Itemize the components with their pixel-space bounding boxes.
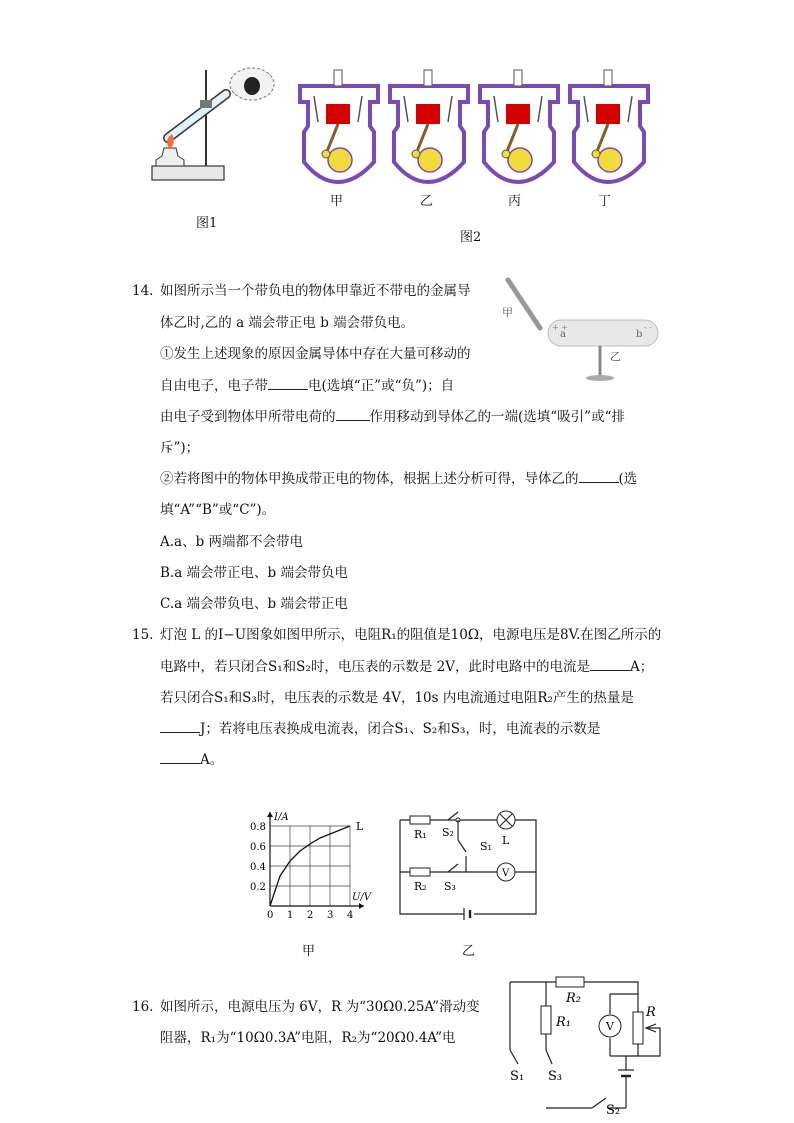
label-s2: S₂ xyxy=(606,1103,621,1118)
x-axis-label: U/V xyxy=(352,892,372,903)
q16-number: 16. xyxy=(132,999,154,1015)
y-tick-label: 0.2 xyxy=(250,882,266,893)
q14-fig-label-jia: 甲 xyxy=(502,306,513,319)
engine-label-ding: 丁 xyxy=(598,194,612,209)
q15-circuit-caption: 乙 xyxy=(462,944,476,959)
q15-line-2-b: A； xyxy=(629,659,654,675)
q15-line-2-a: 电路中，若只闭合S₁和S₂时，电压表的示数是 2V，此时电路中的电流是 xyxy=(160,659,590,675)
q15-blank-2[interactable] xyxy=(160,719,200,733)
label-v: V xyxy=(606,1020,614,1033)
q15-line-2 xyxy=(160,657,653,677)
q15-number: 15. xyxy=(132,627,154,643)
q15-line-4-b: J；若将电压表换成电流表，闭合S₁、S₂和S₃，时，电流表的示数是 xyxy=(200,721,601,737)
q14-number: 14. xyxy=(132,283,154,299)
q14-option-b: B.a 端会带正电、b 端会带负电 xyxy=(160,565,348,581)
q14-line-7-a: ②若将图中的物体甲换成带正电的物体，根据上述分析可得，导体乙的 xyxy=(160,471,579,487)
q14-line-2: 体乙时,乙的 a 端会带正电 b 端会带负电。 xyxy=(160,315,415,331)
q14-option-c: C.a 端会带负电、b 端会带正电 xyxy=(160,596,348,612)
label-v: V xyxy=(502,868,510,879)
engine-stroke-1 xyxy=(300,70,378,182)
x-tick-label: 3 xyxy=(327,910,334,921)
q14-line-5 xyxy=(160,407,625,427)
x-tick-label: 2 xyxy=(307,910,314,921)
q15-circuit xyxy=(392,810,544,922)
y-tick-label: 0.8 xyxy=(250,822,266,833)
q14-blank-2[interactable] xyxy=(336,407,370,421)
q14-blank-3[interactable] xyxy=(579,469,619,483)
q14-blank-1[interactable] xyxy=(268,376,308,390)
q14-line-8: 填“A”“B”或“C”)。 xyxy=(160,502,276,518)
q14-line-7-b: (选 xyxy=(618,471,638,487)
q14-fig-minus-marks: - - xyxy=(644,323,652,332)
label-r2: R₂ xyxy=(566,991,581,1006)
q14-line-5-a: 由电子受到物体甲所带电荷的 xyxy=(160,409,336,425)
label-r1: R₁ xyxy=(556,1015,571,1030)
engine-label-yi: 乙 xyxy=(420,194,434,209)
switch-s3[interactable] xyxy=(448,864,458,872)
figure-1-caption: 图1 xyxy=(196,216,218,231)
switch-s3[interactable] xyxy=(546,1050,552,1064)
q16-circuit xyxy=(500,972,670,1120)
q14-fig-label-b: b xyxy=(636,329,643,340)
q15-line-3: 若只闭合S₁和S₃时，电压表的示数是 4V，10s 内电流通过电阻R₂产生的热量是 xyxy=(160,690,634,706)
q14-fig-label-a: a xyxy=(560,329,566,340)
q16-line-2: 阻器，R₁为“10Ω0.3A”电阻，R₂为“20Ω0.4A”电 xyxy=(160,1030,456,1046)
resistor-r1 xyxy=(410,816,430,824)
chart-tick-labels xyxy=(250,812,373,921)
switch-s2[interactable] xyxy=(592,1098,606,1108)
x-tick-label: 4 xyxy=(347,910,354,921)
q16-line-1: 如图所示，电源电压为 6V，R 为“30Ω0.25A”滑动变 xyxy=(160,999,480,1015)
switch-s1[interactable] xyxy=(458,840,466,852)
q14-option-a: A.a、b 两端都不会带电 xyxy=(160,534,304,550)
label-r2: R₂ xyxy=(414,880,427,893)
y-axis-arrow xyxy=(267,812,273,817)
label-s3: S₃ xyxy=(548,1069,563,1084)
engine-label-bing: 丙 xyxy=(508,194,522,209)
switch-s1[interactable] xyxy=(510,1050,518,1064)
resistor-r1 xyxy=(541,1006,551,1034)
q15-line-4 xyxy=(160,719,600,739)
q14-line-6: 斥”)； xyxy=(160,440,200,456)
q14-line-4 xyxy=(160,376,454,396)
q15-line-5 xyxy=(160,750,223,770)
q15-graph-caption: 甲 xyxy=(302,944,316,959)
engine-diagrams xyxy=(296,66,656,190)
q14-line-4-a: 自由电子，电子带 xyxy=(160,378,268,394)
q15-line-5-b: A。 xyxy=(200,752,224,768)
q14-line-4-b: 电(选填“正”或“负”)；自 xyxy=(308,378,455,394)
figure-2-engine-strokes xyxy=(296,66,656,209)
x-tick-label: 1 xyxy=(287,910,294,921)
chart-grid xyxy=(270,826,350,906)
figure-2-caption: 图2 xyxy=(460,230,482,245)
y-tick-label: 0.6 xyxy=(250,842,266,853)
q14-line-3: ①发生上述现象的原因金属导体中存在大量可移动的 xyxy=(160,346,471,362)
x-axis-arrow xyxy=(359,903,364,909)
q15-blank-3[interactable] xyxy=(160,750,200,764)
q15-line-1: 灯泡 L 的I−U图象如图甲所示，电阻R₁的阻值是10Ω，电源电压是8V.在图乙所示的 xyxy=(160,627,662,643)
resistor-r2 xyxy=(410,868,430,876)
y-axis-label: I/A xyxy=(274,812,289,823)
q14-fig-label-yi: 乙 xyxy=(610,350,621,363)
label-s1: S₁ xyxy=(510,1069,525,1084)
q14-fig-plus-marks: + + xyxy=(552,323,568,332)
label-s2: S₂ xyxy=(442,826,454,839)
q14-line-7 xyxy=(160,469,637,489)
label-r1: R₁ xyxy=(414,828,427,841)
q14-line-5-b: 作用移动到导体乙的一端(选填“吸引”或“排 xyxy=(369,409,625,425)
y-tick-label: 0.4 xyxy=(250,862,266,873)
label-s3: S₃ xyxy=(444,880,456,893)
resistor-r2 xyxy=(556,977,584,987)
series-label: L xyxy=(356,820,364,833)
q14-figure-conductor xyxy=(498,272,668,388)
label-r: R xyxy=(646,1005,656,1020)
label-l: L xyxy=(502,834,510,847)
x-tick-label: 0 xyxy=(267,910,274,921)
q15-blank-1[interactable] xyxy=(590,657,630,671)
q15-iu-chart xyxy=(250,808,380,924)
label-s1: S₁ xyxy=(480,840,492,853)
engine-label-jia: 甲 xyxy=(330,194,344,209)
figure-1-test-tube-apparatus xyxy=(148,64,284,184)
rheostat-r xyxy=(633,1012,643,1044)
q14-line-1: 如图所示当一个带负电的物体甲靠近不带电的金属导 xyxy=(160,283,471,299)
